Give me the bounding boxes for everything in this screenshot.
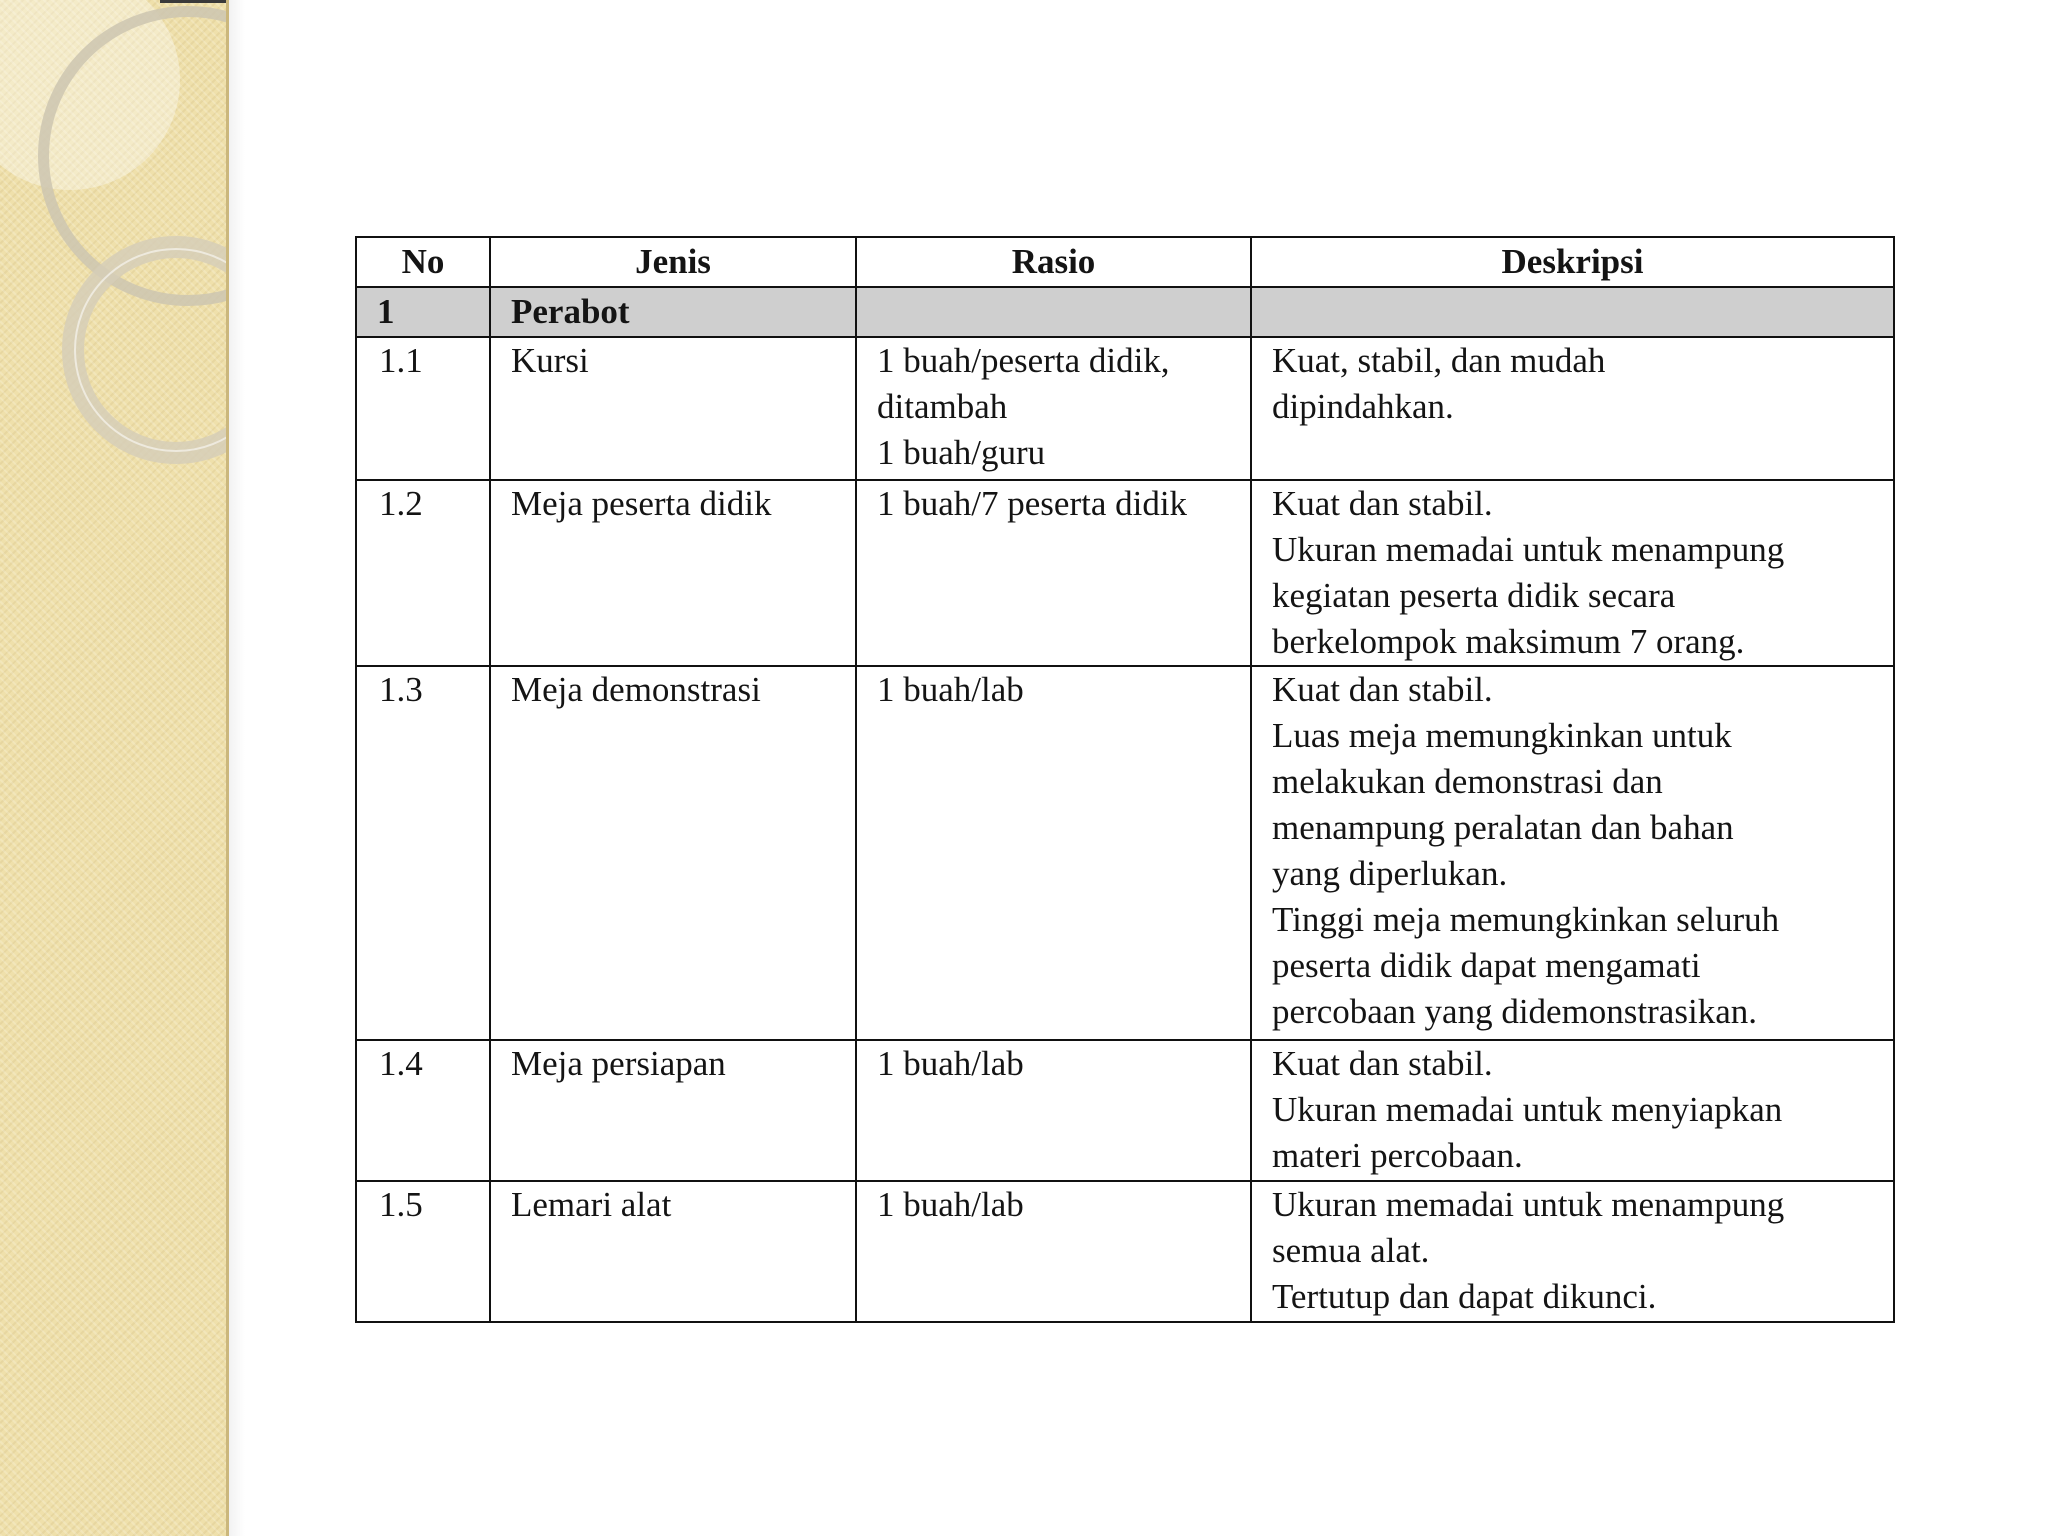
table-row — [356, 1040, 1894, 1181]
row-jenis: Kursi — [490, 337, 856, 480]
table-row — [356, 337, 1894, 480]
row-deskripsi-text: Ukuran memadai untuk menampung semua alat. Tertutup dan dapat dikunci. — [1272, 1185, 1785, 1316]
row-rasio — [856, 337, 1251, 480]
table-row — [356, 1181, 1894, 1322]
header-no: No — [356, 237, 490, 287]
row-rasio-text: 1 buah/peserta didik, ditambah 1 buah/guru — [877, 341, 1170, 472]
row-deskripsi — [1251, 337, 1894, 480]
sidebar-shadow — [229, 0, 245, 1536]
table-row — [356, 666, 1894, 1040]
table-row — [356, 480, 1894, 666]
section-number: 1 — [356, 287, 490, 337]
row-jenis: Lemari alat — [490, 1181, 856, 1322]
row-rasio — [856, 666, 1251, 1040]
row-rasio-text: 1 buah/lab — [877, 1185, 1024, 1224]
header-rasio: Rasio — [856, 237, 1251, 287]
row-no: 1.1 — [356, 337, 490, 480]
row-deskripsi — [1251, 480, 1894, 666]
row-deskripsi-text: Kuat dan stabil. Ukuran memadai untuk menampung kegiatan peserta didik secara berkelompok maksimum 7 orang. — [1272, 484, 1785, 661]
row-deskripsi — [1251, 1181, 1894, 1322]
section-title: Perabot — [490, 287, 856, 337]
row-rasio — [856, 1181, 1251, 1322]
row-rasio — [856, 480, 1251, 666]
section-empty-cell — [1251, 287, 1894, 337]
row-no: 1.5 — [356, 1181, 490, 1322]
row-jenis: Meja demonstrasi — [490, 666, 856, 1040]
row-deskripsi — [1251, 666, 1894, 1040]
row-no: 1.2 — [356, 480, 490, 666]
row-jenis: Meja peserta didik — [490, 480, 856, 666]
row-rasio-text: 1 buah/lab — [877, 670, 1024, 709]
table-header-row — [356, 237, 1894, 287]
section-empty-cell — [856, 287, 1251, 337]
header-deskripsi: Deskripsi — [1251, 237, 1894, 287]
row-deskripsi-text: Kuat dan stabil. Luas meja memungkinkan untuk melakukan demonstrasi dan menampung peralatan dan bahan yang diperlukan. Tinggi meja memungkinkan seluruh peserta didik dapat mengamati percobaan yang didemonstrasikan. — [1272, 670, 1780, 1031]
row-rasio-text: 1 buah/7 peserta didik — [877, 484, 1188, 523]
row-rasio — [856, 1040, 1251, 1181]
row-no: 1.4 — [356, 1040, 490, 1181]
row-deskripsi-text: Kuat, stabil, dan mudah dipindahkan. — [1272, 341, 1606, 426]
row-deskripsi — [1251, 1040, 1894, 1181]
decorative-top-line — [160, 0, 228, 3]
row-no: 1.3 — [356, 666, 490, 1040]
header-jenis: Jenis — [490, 237, 856, 287]
row-deskripsi-text: Kuat dan stabil. Ukuran memadai untuk menyiapkan materi percobaan. — [1272, 1044, 1783, 1175]
row-jenis: Meja persiapan — [490, 1040, 856, 1181]
decorative-sidebar — [0, 0, 228, 1536]
equipment-table — [355, 236, 1895, 1323]
section-row — [356, 287, 1894, 337]
row-rasio-text: 1 buah/lab — [877, 1044, 1024, 1083]
